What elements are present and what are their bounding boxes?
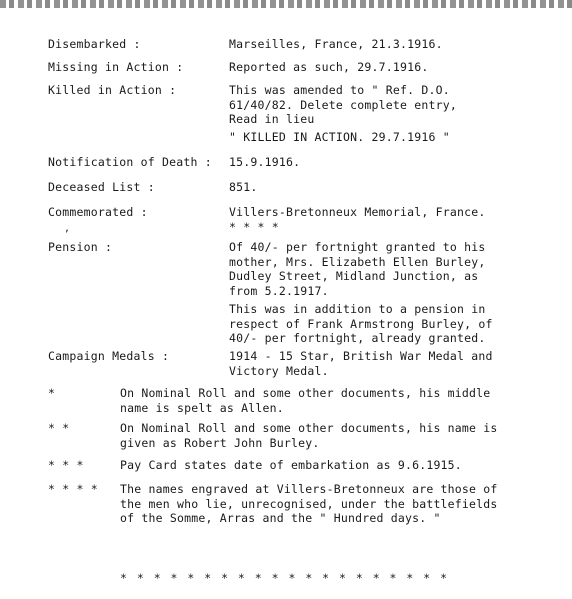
- note-text: On Nominal Roll and some other documents, his name is given as Robert John Burley.: [120, 421, 498, 450]
- field-value: This was in addition to a pension in respect of Frank Armstrong Burley, of 40/- per fortnight, already granted.: [229, 302, 493, 345]
- field-label: Killed in Action :: [48, 83, 177, 97]
- field-value: " KILLED IN ACTION. 29.7.1916 ": [229, 130, 450, 144]
- field-label: Deceased List :: [48, 180, 155, 194]
- note-marker: * * *: [48, 458, 84, 472]
- field-value: This was amended to " Ref. D.O. 61/40/82. Delete complete entry, Read in lieu: [229, 83, 457, 126]
- field-value: Villers-Bretonneux Memorial, France. * * * *: [229, 205, 486, 234]
- field-value: Of 40/- per fortnight granted to his mother, Mrs. Elizabeth Ellen Burley, Dudley Street, Midland Junction, as from 5.2.1917.: [229, 240, 486, 298]
- note-text: The names engraved at Villers-Bretonneux are those of the men who lie, unrecognised, under the battlefields of the Somme, Arras and the " Hundred days. ": [120, 482, 498, 525]
- field-label: Pension :: [48, 240, 113, 254]
- field-label: Notification of Death :: [48, 155, 212, 169]
- stray-comma-mark: ,: [64, 223, 71, 234]
- field-value: 1914 - 15 Star, British War Medal and Victory Medal.: [229, 349, 493, 378]
- field-label: Commemorated :: [48, 205, 148, 219]
- note-text: On Nominal Roll and some other documents, his middle name is spelt as Allen.: [120, 386, 491, 415]
- field-label: Disembarked :: [48, 37, 141, 51]
- footer-divider-stars: * * * * * * * * * * * * * * * * * * * *: [120, 571, 449, 585]
- note-marker: *: [48, 386, 56, 400]
- note-text: Pay Card states date of embarkation as 9.6.1915.: [120, 458, 462, 472]
- field-label: Campaign Medals :: [48, 349, 170, 363]
- note-marker: * * * *: [48, 482, 98, 496]
- field-label: Missing in Action :: [48, 60, 184, 74]
- note-marker: * *: [48, 421, 70, 435]
- field-value: 15.9.1916.: [229, 155, 301, 169]
- field-value: 851.: [229, 180, 258, 194]
- field-value: Marseilles, France, 21.3.1916.: [229, 37, 443, 51]
- field-value: Reported as such, 29.7.1916.: [229, 60, 429, 74]
- page-top-edge: [0, 0, 572, 8]
